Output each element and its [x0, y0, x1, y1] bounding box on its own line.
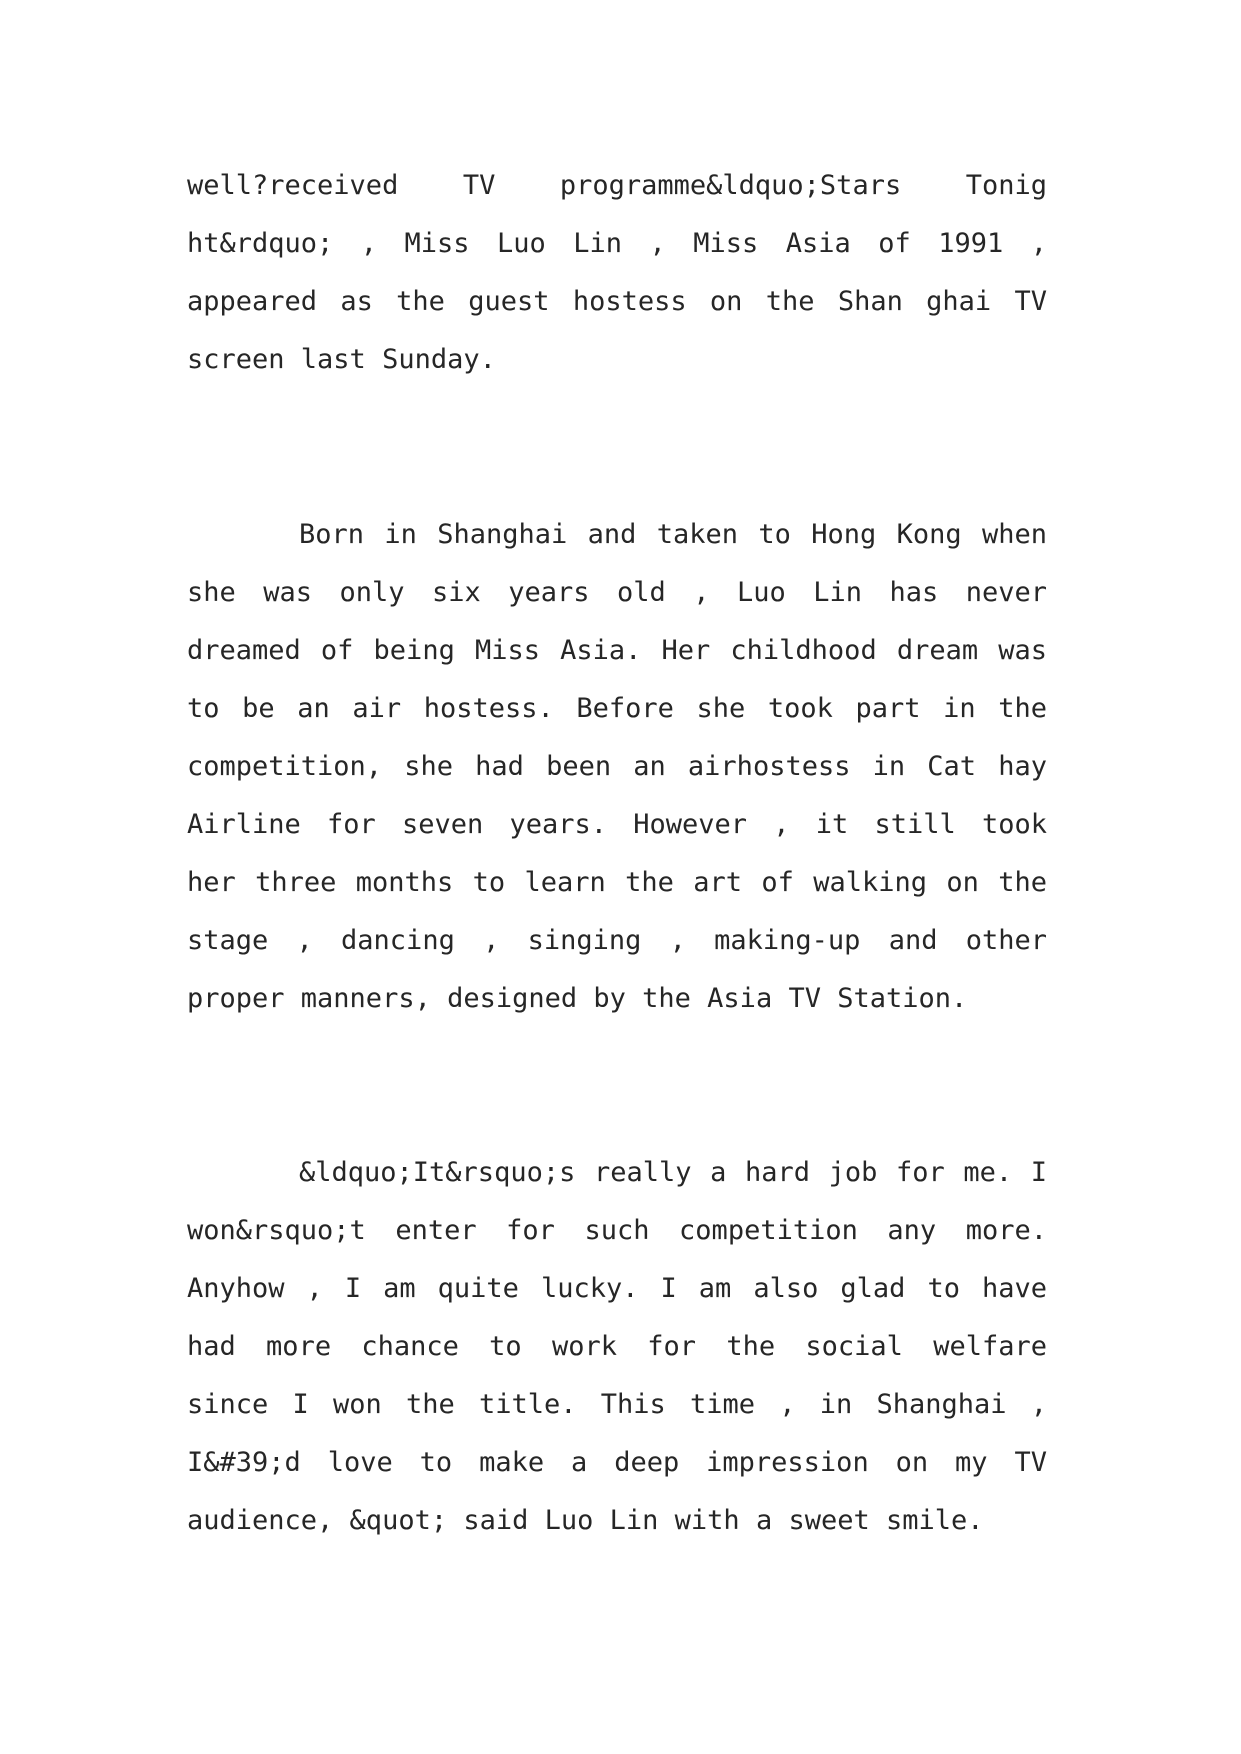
paragraph-line: screen last Sunday.: [187, 344, 496, 375]
paragraph-line: Born in Shanghai and taken to Hong Kong when: [299, 519, 1047, 550]
paragraph-line: &ldquo;It&rsquo;s really a hard job for me. I: [299, 1157, 1047, 1188]
paragraph-line: to be an air hostess. Before she took part in the: [187, 693, 1047, 724]
paragraph-line: appeared as the guest hostess on the Shan ghai TV: [187, 286, 1047, 317]
paragraph-line: well?received TV programme&ldquo;Stars Tonig: [187, 170, 1047, 201]
paragraph-3: [187, 1144, 1047, 1550]
paragraph-line: Anyhow , I am quite lucky. I am also glad to have: [187, 1273, 1047, 1304]
paragraph-line: I&#39;d love to make a deep impression on my TV: [187, 1447, 1047, 1478]
paragraph-1: [187, 157, 1047, 389]
paragraph-line: since I won the title. This time , in Shanghai ,: [187, 1389, 1047, 1420]
paragraph-line: her three months to learn the art of walking on the: [187, 867, 1047, 898]
paragraph-line: Airline for seven years. However , it still took: [187, 809, 1047, 840]
paragraph-line: ht&rdquo; , Miss Luo Lin , Miss Asia of 1991 ,: [187, 228, 1047, 259]
paragraph-line: proper manners, designed by the Asia TV Station.: [187, 983, 968, 1014]
paragraph-2: [187, 506, 1047, 1028]
paragraph-line: stage , dancing , singing , making-up and other: [187, 925, 1047, 956]
paragraph-line: competition, she had been an airhostess in Cat hay: [187, 751, 1047, 782]
paragraph-line: had more chance to work for the social welfare: [187, 1331, 1047, 1362]
paragraph-line: dreamed of being Miss Asia. Her childhood dream was: [187, 635, 1047, 666]
paragraph-line: audience, &quot; said Luo Lin with a sweet smile.: [187, 1505, 984, 1536]
paragraph-line: won&rsquo;t enter for such competition any more.: [187, 1215, 1047, 1246]
paragraph-line: she was only six years old , Luo Lin has never: [187, 577, 1047, 608]
